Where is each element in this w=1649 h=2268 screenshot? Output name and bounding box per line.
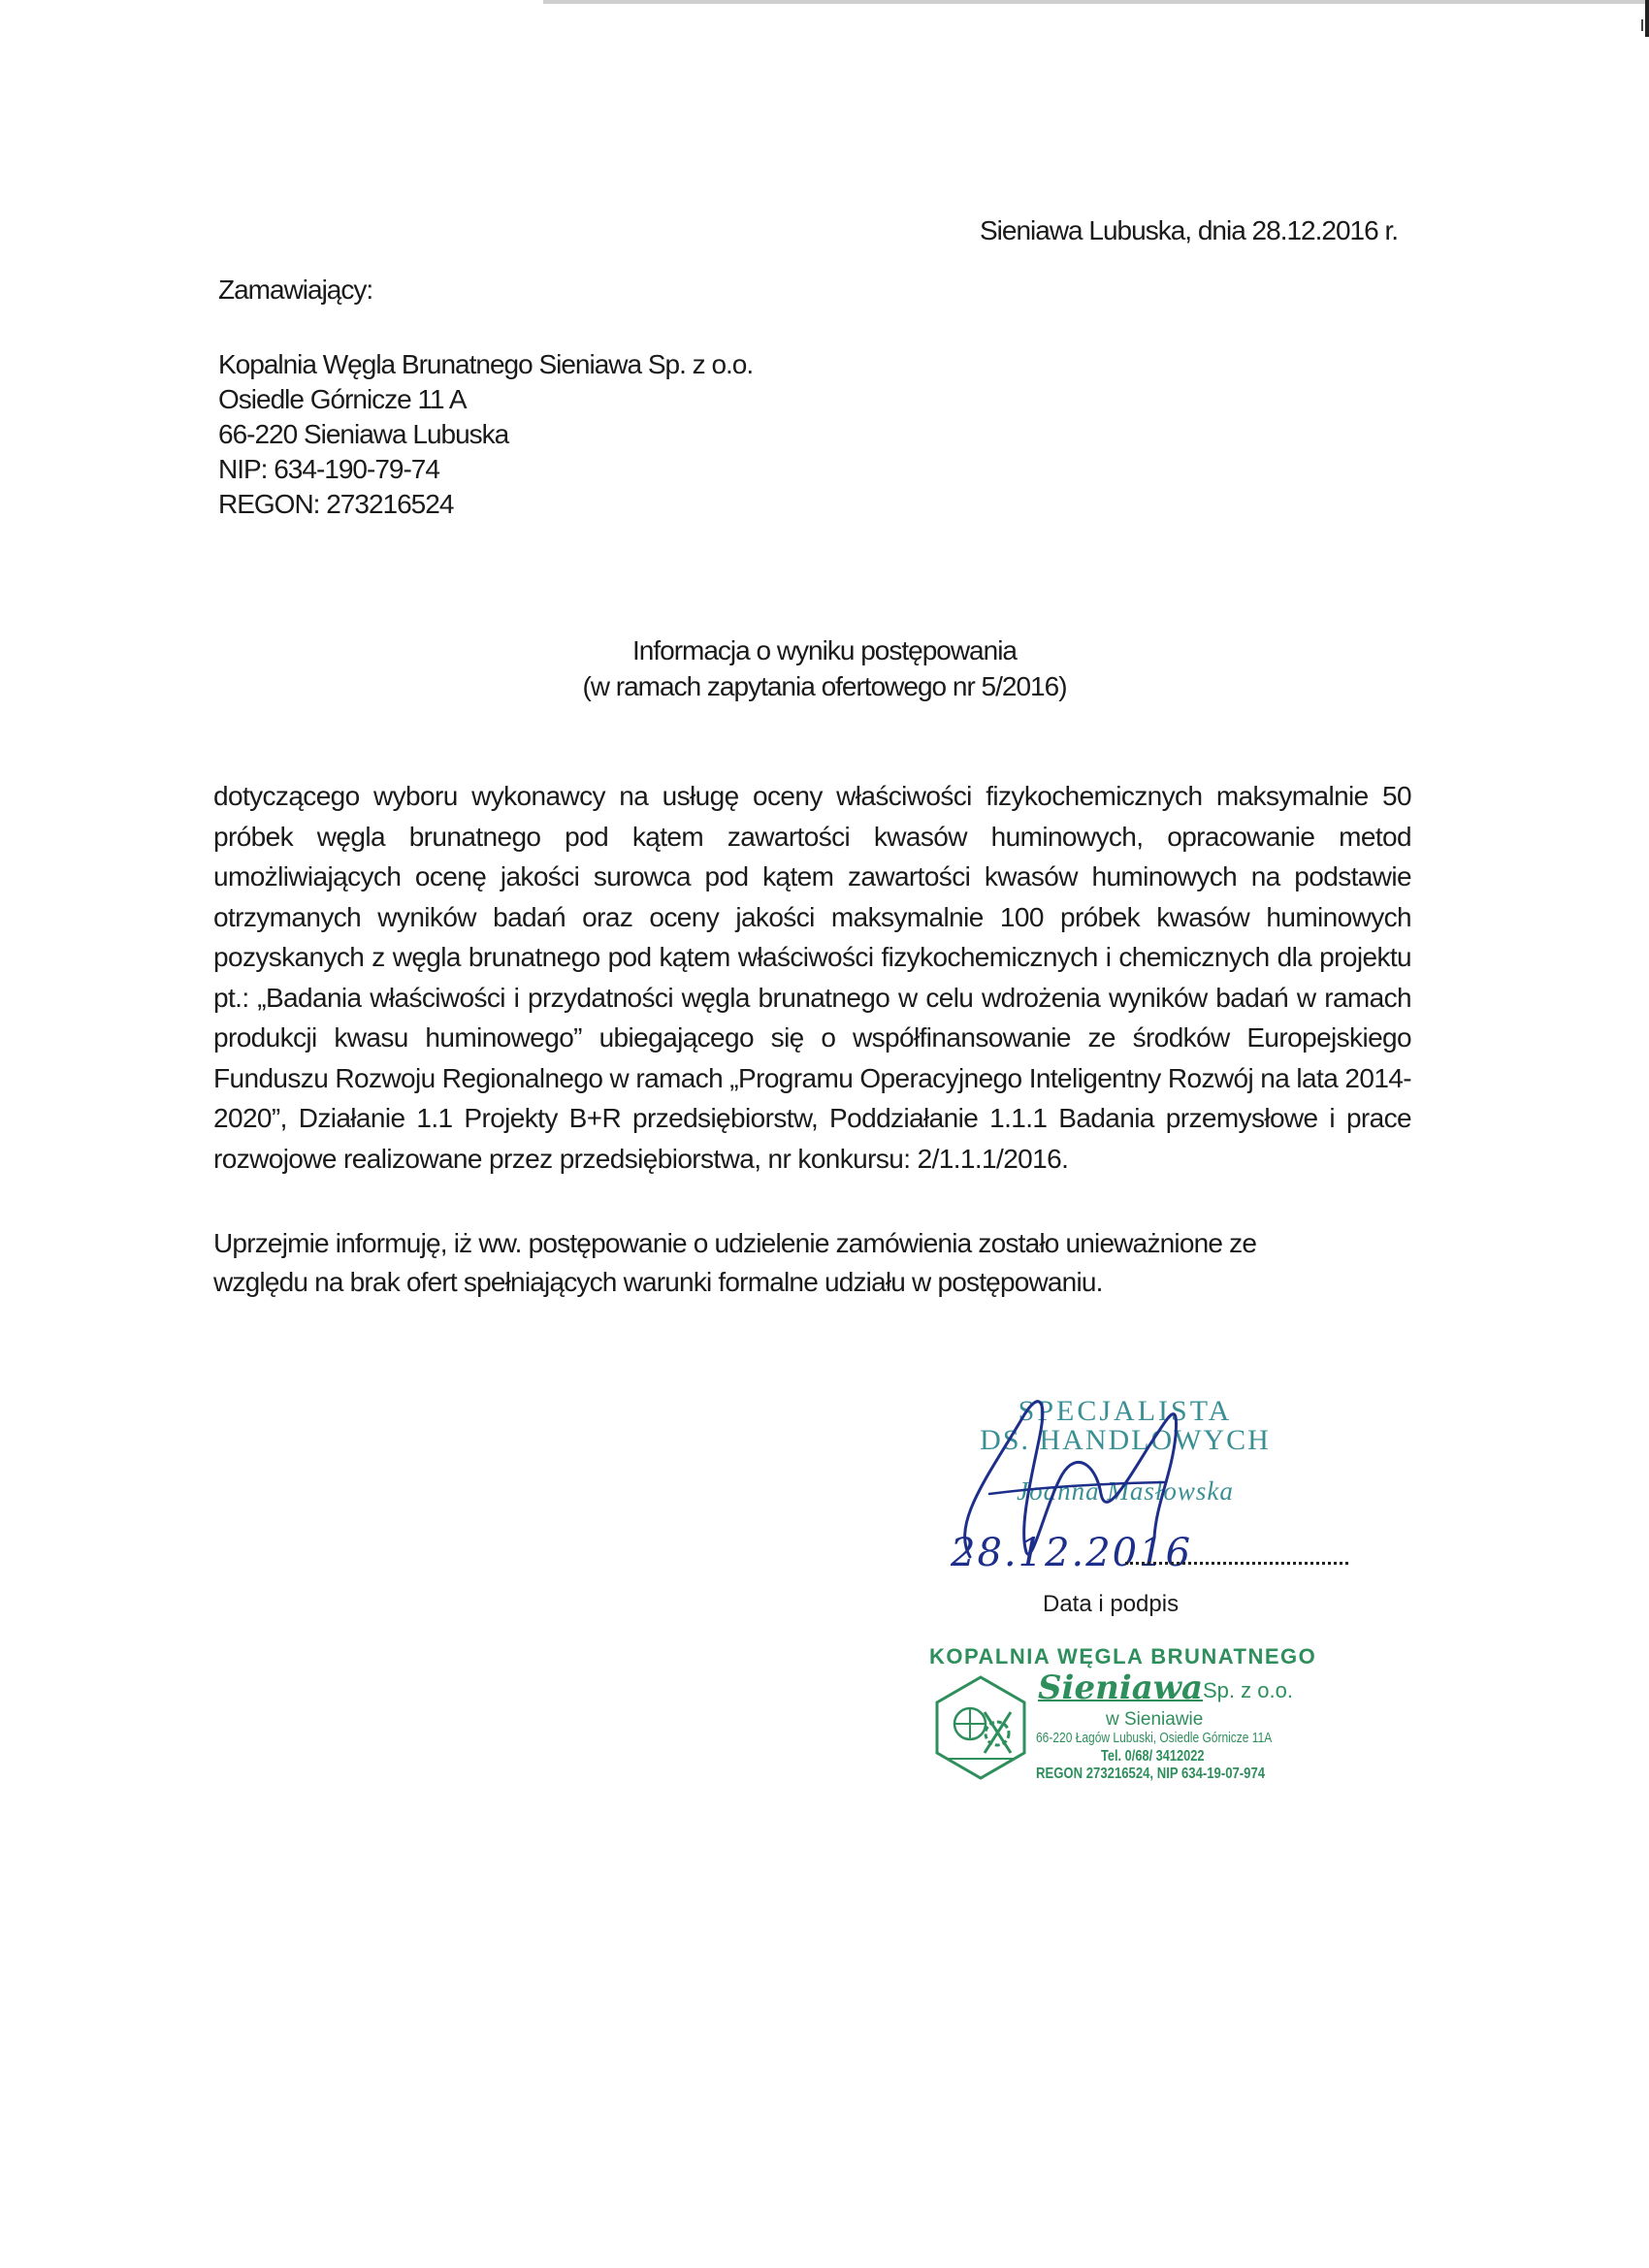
- company-stamp-town: w Sieniawie: [1106, 1709, 1204, 1730]
- address-line: NIP: 634-190-79-74: [218, 454, 439, 484]
- company-stamp-name: KOPALNIA WĘGLA BRUNATNEGO: [929, 1644, 1317, 1669]
- company-stamp-tel: Tel. 0/68/ 3412022: [1101, 1748, 1205, 1765]
- signature-caption: Data i podpis: [1043, 1591, 1180, 1617]
- specialist-stamp-subtitle: DS. HANDLOWYCH: [980, 1424, 1271, 1456]
- address-line: Osiedle Górnicze 11 A: [218, 384, 467, 414]
- specialist-stamp-title: SPECJALISTA: [1018, 1395, 1233, 1427]
- scan-edge: [543, 0, 1649, 4]
- company-stamp-script-name: Sieniawa: [1038, 1669, 1204, 1707]
- scan-edge: [1645, 0, 1649, 37]
- heading-subtitle: (w ramach zapytania ofertowego nr 5/2016): [582, 671, 1067, 701]
- date-line: Sieniawa Lubuska, dnia 28.12.2016 r.: [980, 215, 1399, 245]
- address-line: Kopalnia Węgla Brunatnego Sieniawa Sp. z o.o.: [218, 349, 754, 379]
- heading-title: Informacja o wyniku postępowania: [631, 635, 1017, 665]
- document-heading: [388, 632, 1261, 704]
- company-stamp-address: 66-220 Łagów Lubuski, Osiedle Górnicze 11A: [1036, 1730, 1273, 1746]
- company-stamp-legal-form: Sp. z o.o.: [1203, 1678, 1293, 1702]
- signature-dotted-line: [1125, 1562, 1348, 1565]
- company-stamp-ids: REGON 273216524, NIP 634-19-07-974: [1036, 1766, 1266, 1782]
- address-line: 66-220 Sieniawa Lubuska: [218, 419, 509, 449]
- address-line: REGON: 273216524: [218, 489, 454, 519]
- scan-edge: [1641, 19, 1643, 31]
- ordering-party-address: [218, 347, 753, 522]
- specialist-stamp-name: Joanna Masłowska: [1017, 1476, 1234, 1506]
- body-paragraph: dotyczącego wyboru wykonawcy na usługę oceny właściwości fizykochemicznych maksymalnie 50 próbek węgla brunatnego pod kątem zawartości kwasów huminowych, opracowanie metod umożliwiających ocenę jakości surowca pod kątem zawartości kwasów huminowych na podstawie otrzymanych wyników badań oraz oceny jakości maksymalnie 100 próbek kwasów huminowych pozyskanych z węgla brunatnego pod kątem właściwości fizykochemicznych i chemicznych dla projektu pt.: „Badania właściwości i przydatności węgla brunatnego w celu wdrożenia wyników badań w ramach produkcji kwasu huminowego” ubiegającego się o współfinansowanie ze środków Europejskiego Funduszu Rozwoju Regionalnego w ramach „Programu Operacyjnego Inteligentny Rozwój na lata 2014-2020”, Działanie 1.1 Projekty B+R przedsiębiorstw, Poddziałanie 1.1.1 Badania przemysłowe i prace rozwojowe realizowane przez przedsiębiorstwa, nr konkursu: 2/1.1.1/2016.: [213, 781, 1411, 1174]
- company-logo-icon: [931, 1673, 1030, 1782]
- information-paragraph: Uprzejmie informuję, iż ww. postępowanie o udzielenie zamówienia zostało unieważnione ze względu na brak ofert spełniających warunki formalne udziału w postępowaniu.: [213, 1228, 1257, 1297]
- ordering-party-label: Zamawiający:: [218, 275, 373, 305]
- handwritten-date: 28.12.2016: [951, 1531, 1193, 1575]
